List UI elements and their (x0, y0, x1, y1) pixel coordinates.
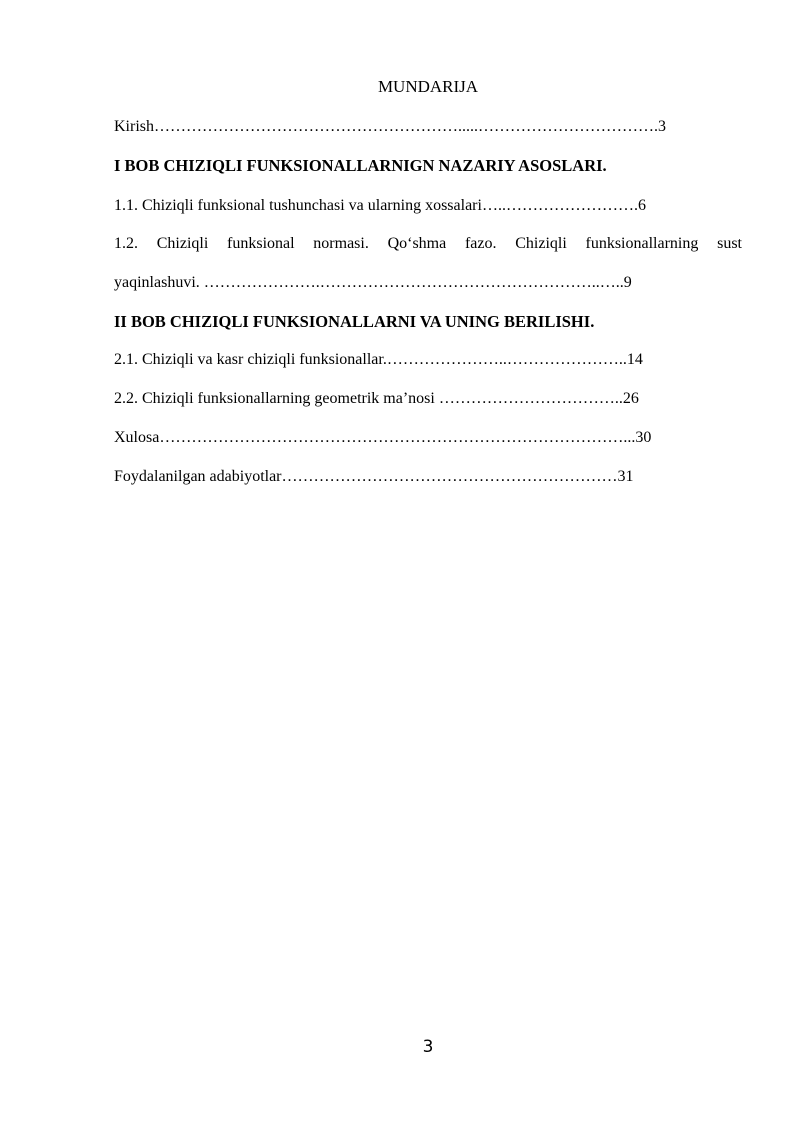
toc-entry-2-2: 2.2. Chiziqli funksionallarning geometrik ma’nosi ……………………………..26 (114, 390, 639, 407)
toc-entry-1-2-line-1: 1.2. Chiziqli funksional normasi. Qo‘shma fazo. Chiziqli funksionallarning sust (114, 235, 742, 252)
toc-entry-2-1: 2.1. Chiziqli va kasr chiziqli funksionallar.…………………..…………………..14 (114, 351, 643, 368)
toc-entry-conclusion: Xulosa……………………………………………………………………………...30 (114, 429, 652, 446)
page-title: MUNDARIJA (377, 77, 479, 96)
toc-chapter-2-heading: II BOB CHIZIQLI FUNKSIONALLARNI VA UNING BERILISHI. (114, 312, 595, 331)
toc-chapter-1-heading: I BOB CHIZIQLI FUNKSIONALLARNIGN NAZARIY ASOSLARI. (114, 156, 607, 175)
toc-entry-intro: Kirish………………………………………………….....…………………………….3 (114, 118, 666, 135)
toc-entry-references: Foydalanilgan adabiyotlar………………………………………………………31 (114, 468, 634, 485)
toc-entry-1-1: 1.1. Chiziqli funksional tushunchasi va ularning xossalari…..…………………….6 (114, 197, 646, 214)
page-number: 3 (422, 1037, 434, 1057)
toc-entry-1-2-line-2: yaqinlashuvi. ………………….……………………………………………..…..9 (114, 274, 632, 291)
